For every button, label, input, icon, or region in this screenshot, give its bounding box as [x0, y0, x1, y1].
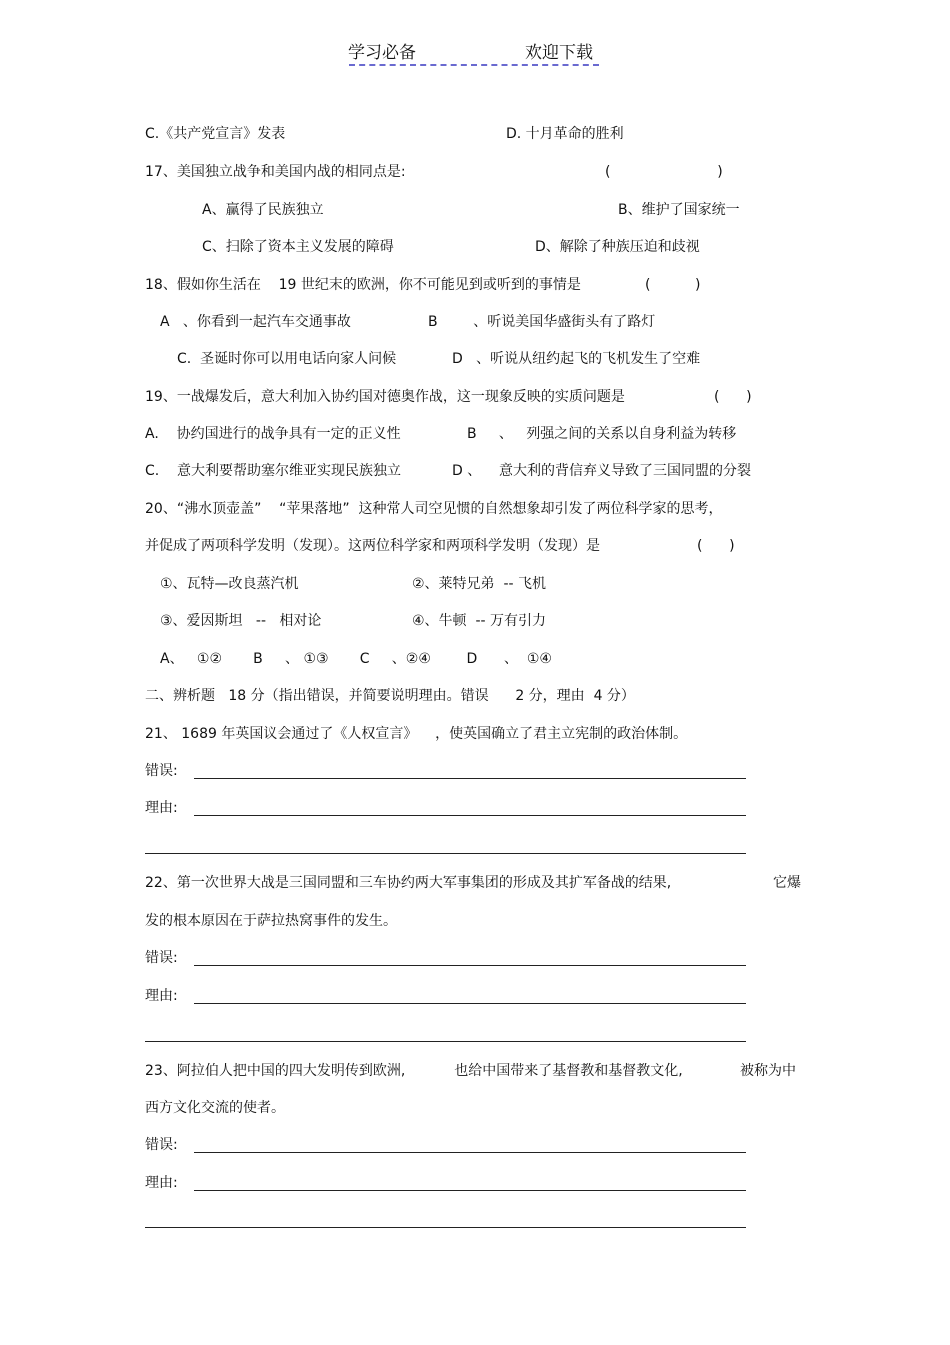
- q22-reason-label: 理由:: [145, 988, 178, 1004]
- q19-option-a: A. 协约国进行的战争具有一定的正义性: [145, 426, 401, 442]
- q23-stem-line1-tail: 被称为中: [740, 1063, 796, 1079]
- q22-stem-line1: 22、第一次世界大战是三国同盟和三车协约两大军事集团的形成及其扩军备战的结果,: [145, 875, 672, 891]
- q19-answer-paren: ( ): [714, 389, 752, 405]
- q17-option-c: C、扫除了资本主义发展的障碍: [202, 239, 394, 255]
- q19-option-c: C. 意大利要帮助塞尔维亚实现民族独立: [145, 463, 402, 479]
- q19-option-d: D 、 意大利的背信弃义导致了三国同盟的分裂: [452, 463, 752, 479]
- q20-item-3: ③、爱因斯坦 -- 相对论: [160, 613, 322, 629]
- q20-options: A、 ①② B 、 ①③ C 、②④ D 、 ①④: [160, 651, 552, 667]
- q20-stem-line1: 20、“沸水顶壶盖” “苹果落地” 这种常人司空见惯的自然想象却引发了两位科学家的思考，: [145, 501, 723, 517]
- q18-stem: 18、假如你生活在 19 世纪末的欧洲，你不可能见到或听到的事情是: [145, 277, 581, 293]
- q20-answer-paren: ( ): [697, 538, 735, 554]
- q18-option-b: B 、听说美国华盛街头有了路灯: [428, 314, 656, 330]
- q23-reason-answer-line-2[interactable]: [145, 1227, 746, 1228]
- q20-stem-line2: 并促成了两项科学发明（发现）。这两位科学家和两项科学发明（发现）是: [145, 538, 600, 554]
- q22-reason-answer-line[interactable]: [194, 1003, 746, 1004]
- q16-option-c: C.《共产党宣言》发表: [145, 126, 286, 142]
- q18-option-a: A 、你看到一起汽车交通事故: [160, 314, 351, 330]
- q16-option-d: D. 十月革命的胜利: [506, 126, 624, 142]
- header-left: 学习必备: [348, 43, 416, 63]
- q20-item-4: ④、牛顿 -- 万有引力: [412, 613, 547, 629]
- q22-stem-line1-tail: 它爆: [773, 875, 801, 891]
- q20-item-1: ①、瓦特—改良蒸汽机: [160, 576, 299, 592]
- q19-option-b: B 、 列强之间的关系以自身利益为转移: [467, 426, 737, 442]
- q23-error-answer-line[interactable]: [194, 1152, 746, 1153]
- q23-stem-line1: 23、阿拉伯人把中国的四大发明传到欧洲, 也给中国带来了基督教和基督教文化,: [145, 1063, 683, 1079]
- q21-error-label: 错误:: [145, 763, 178, 779]
- section-2-heading: 二、辨析题 18 分（指出错误，并简要说明理由。错误 2 分，理由 4 分）: [145, 688, 635, 704]
- q17-stem: 17、美国独立战争和美国内战的相同点是:: [145, 164, 406, 180]
- q17-option-d: D、解除了种族压迫和歧视: [535, 239, 700, 255]
- q18-answer-paren: ( ): [645, 277, 701, 293]
- q18-option-c: C. 圣诞时你可以用电话向家人问候: [177, 351, 397, 367]
- q21-reason-answer-line-2[interactable]: [145, 853, 746, 854]
- q23-stem-line2: 西方文化交流的使者。: [145, 1100, 285, 1116]
- q21-error-answer-line[interactable]: [194, 778, 746, 779]
- q18-option-d: D 、听说从纽约起飞的飞机发生了空难: [452, 351, 701, 367]
- q20-item-2: ②、莱特兄弟 -- 飞机: [412, 576, 547, 592]
- q21-stem: 21、 1689 年英国议会通过了《人权宣言》 ，使英国确立了君主立宪制的政治体制。: [145, 726, 688, 742]
- q21-reason-answer-line[interactable]: [194, 815, 746, 816]
- q22-reason-answer-line-2[interactable]: [145, 1041, 746, 1042]
- q19-stem: 19、一战爆发后，意大利加入协约国对德奥作战，这一现象反映的实质问题是: [145, 389, 625, 405]
- q23-reason-label: 理由:: [145, 1175, 178, 1191]
- q22-error-answer-line[interactable]: [194, 965, 746, 966]
- q17-option-a: A、赢得了民族独立: [202, 202, 324, 218]
- header-divider: [349, 64, 599, 66]
- header-right: 欢迎下载: [525, 43, 593, 63]
- q23-reason-answer-line[interactable]: [194, 1190, 746, 1191]
- q22-stem-line2: 发的根本原因在于萨拉热窝事件的发生。: [145, 913, 397, 929]
- q23-error-label: 错误:: [145, 1137, 178, 1153]
- q17-answer-paren: ( ): [605, 164, 723, 180]
- q17-option-b: B、维护了国家统一: [618, 202, 740, 218]
- q22-error-label: 错误:: [145, 950, 178, 966]
- q21-reason-label: 理由:: [145, 800, 178, 816]
